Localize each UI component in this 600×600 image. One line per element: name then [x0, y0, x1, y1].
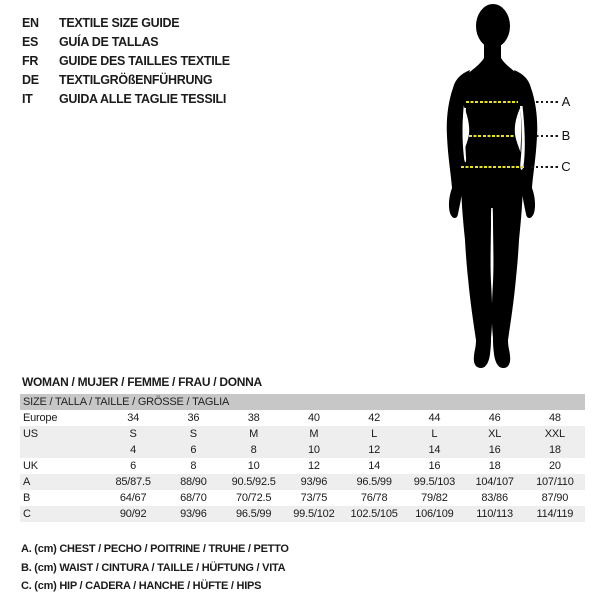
cell: 104/107 — [475, 476, 514, 488]
cell: 6 — [130, 460, 137, 472]
row-label — [20, 442, 103, 458]
table-row-waist — [20, 490, 585, 506]
language-code: FR — [22, 54, 39, 68]
language-title: TEXTILE SIZE GUIDE — [59, 16, 180, 30]
hip-connector-line — [531, 166, 558, 168]
cell: 93/96 — [300, 476, 328, 488]
row-label: A — [23, 476, 31, 488]
cell: 96.5/99 — [235, 508, 272, 520]
cell: 85/87.5 — [115, 476, 151, 488]
section-title: WOMAN / MUJER / FEMME / FRAU / DONNA — [22, 374, 262, 389]
cell: 40 — [307, 412, 320, 424]
language-code: ES — [22, 35, 39, 49]
language-row-it — [22, 90, 230, 109]
cell: 18 — [488, 460, 501, 472]
language-list — [22, 14, 230, 109]
cell: M — [309, 428, 319, 440]
cell: 90/92 — [119, 508, 147, 520]
cell: 64/67 — [119, 492, 147, 504]
table-row-hip — [20, 506, 585, 522]
language-row-de — [22, 71, 230, 90]
row-label: B — [23, 492, 31, 504]
cell: 8 — [190, 460, 197, 472]
cell: 102.5/105 — [350, 508, 398, 520]
cell: 87/90 — [541, 492, 569, 504]
size-table — [20, 394, 585, 522]
cell: 99.5/103 — [413, 476, 455, 488]
silhouette-left-leg — [461, 176, 492, 368]
marker-label-a: A — [561, 94, 571, 109]
waist-connector-line — [536, 135, 558, 137]
cell: 73/75 — [300, 492, 328, 504]
cell: 83/86 — [481, 492, 508, 504]
cell: 8 — [250, 444, 257, 456]
cell: 12 — [368, 444, 381, 456]
cell: S — [129, 428, 137, 440]
table-row-europe — [20, 410, 585, 426]
cell: 114/119 — [536, 508, 574, 520]
table-row-uk — [20, 458, 585, 474]
cell: 18 — [548, 444, 561, 456]
woman-silhouette — [440, 0, 550, 375]
cell: 20 — [548, 460, 561, 472]
cell: 14 — [368, 460, 381, 472]
hip-measure-line — [461, 166, 524, 168]
row-label: Europe — [23, 412, 58, 424]
cell: 34 — [127, 412, 140, 424]
cell: 68/70 — [180, 492, 207, 504]
marker-label-b: B — [561, 128, 571, 143]
cell: XL — [488, 428, 502, 440]
cell: 16 — [488, 444, 501, 456]
marker-label-c: C — [561, 159, 571, 174]
chest-connector-line — [536, 101, 558, 103]
row-label: UK — [23, 460, 38, 472]
cell: 107/110 — [536, 476, 574, 488]
waist-measure-line — [469, 135, 515, 137]
cell: L — [371, 428, 378, 440]
language-code: EN — [22, 16, 39, 30]
cell: 14 — [428, 444, 441, 456]
table-row-us-letters — [20, 426, 585, 442]
language-title: GUIDA ALLE TAGLIE TESSILI — [59, 92, 227, 106]
cell: 10 — [247, 460, 260, 472]
cell: 99.5/102 — [293, 508, 335, 520]
cell: 16 — [428, 460, 441, 472]
size-table-header: SIZE / TALLA / TAILLE / GRÖSSE / TAGLIA — [20, 394, 585, 410]
chest-measure-line — [466, 101, 518, 103]
cell: 79/82 — [421, 492, 448, 504]
cell: 93/96 — [180, 508, 207, 520]
row-label: C — [23, 508, 31, 520]
cell: L — [431, 428, 438, 440]
cell: 36 — [187, 412, 200, 424]
table-row-us-numbers — [20, 442, 585, 458]
cell: 96.5/99 — [356, 476, 392, 488]
cell: 44 — [428, 412, 441, 424]
legend-chest: A. (cm) CHEST / PECHO / POITRINE / TRUHE / PETTO — [21, 543, 289, 555]
language-title: TEXTILGRÖßENFÜHRUNG — [59, 73, 213, 87]
cell: 106/109 — [415, 508, 454, 520]
cell: S — [189, 428, 197, 440]
language-title: GUÍA DE TALLAS — [59, 35, 159, 49]
cell: 10 — [307, 444, 320, 456]
cell: XXL — [544, 428, 565, 440]
language-row-en — [22, 14, 230, 33]
cell: 48 — [548, 412, 561, 424]
language-row-es — [22, 33, 230, 52]
silhouette-right-leg — [492, 176, 523, 368]
cell: 88/90 — [180, 476, 207, 488]
cell: 76/78 — [360, 492, 388, 504]
cell: 110/113 — [476, 508, 513, 520]
cell: 42 — [368, 412, 381, 424]
cell: 70/72.5 — [235, 492, 272, 504]
cell: 46 — [488, 412, 501, 424]
cell: M — [249, 428, 259, 440]
row-label: US — [23, 428, 38, 440]
cell: 6 — [190, 444, 197, 456]
cell: 38 — [247, 412, 260, 424]
language-code: DE — [22, 73, 39, 87]
cell: 4 — [130, 444, 137, 456]
legend-waist: B. (cm) WAIST / CINTURA / TAILLE / HÜFTUNG / VITA — [21, 561, 286, 574]
legend-hip: C. (cm) HIP / CADERA / HANCHE / HÜFTE / HIPS — [21, 580, 262, 593]
language-title: GUIDE DES TAILLES TEXTILE — [59, 54, 230, 68]
cell: 90.5/92.5 — [231, 476, 276, 488]
table-row-chest — [20, 474, 585, 490]
language-row-fr — [22, 52, 230, 71]
cell: 12 — [307, 460, 320, 472]
measurement-legend — [21, 540, 289, 596]
language-code: IT — [22, 92, 33, 106]
